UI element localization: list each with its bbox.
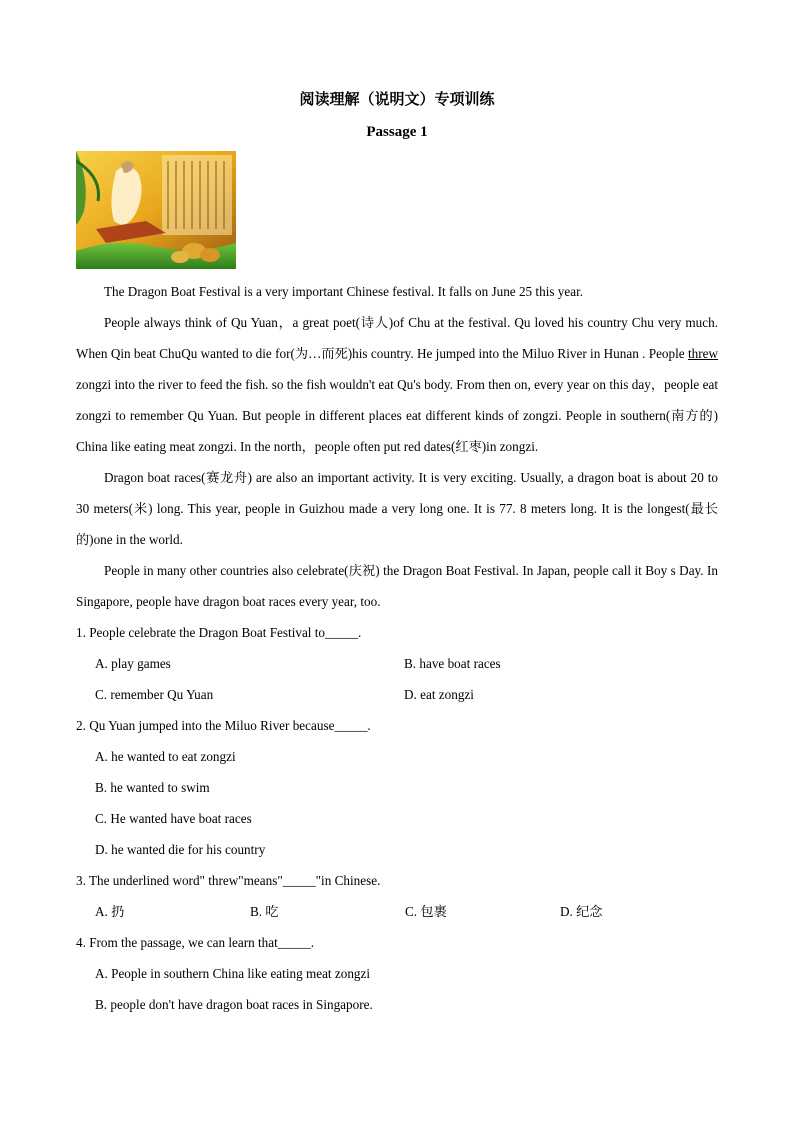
paragraph-2 xyxy=(76,307,718,462)
dragon-boat-festival-image xyxy=(76,151,236,269)
paragraph-1: The Dragon Boat Festival is a very important Chinese festival. It falls on June 25 this year. xyxy=(104,284,584,299)
question-3-option-a: A. 扔 xyxy=(95,904,125,919)
question-2-option-c: C. He wanted have boat races xyxy=(95,811,252,826)
page-title: 阅读理解（说明文）专项训练 xyxy=(299,90,495,108)
paragraph-3: Dragon boat races(赛龙舟) are also an important activity. It is very exciting. Usually, a dragon boat is about 20 to 30 meters(米) long. This year, people in Guizhou made a very long one. It is 77. 8 meters long. It is the longest(最长的)one in the world. xyxy=(76,470,718,547)
passage-title: Passage 1 xyxy=(366,124,428,140)
paragraph-4: People in many other countries also celebrate(庆祝) the Dragon Boat Festival. In Japan, people call it Boy s Day. In Singapore, people have dragon boat races every year, too. xyxy=(76,563,718,609)
passage-body xyxy=(76,276,718,1020)
question-4-option-b: B. people don't have dragon boat races in Singapore. xyxy=(95,997,373,1012)
question-3-option-c: C. 包裹 xyxy=(405,904,447,919)
question-1-options-row-2 xyxy=(76,679,718,710)
question-1-option-a: A. play games xyxy=(95,656,171,671)
paragraph-2-part-b: zongzi into the river to feed the fish. so the fish wouldn't eat Qu's body. From then on, every year on this day，people eat zongzi to remember Qu Yuan. But people in different places eat different kinds of zongzi. People in southern(南方的) China like eating meat zongzi. In the north，people often put red dates(红枣)in zongzi. xyxy=(76,377,718,454)
underlined-word: threw xyxy=(687,346,718,361)
paragraph-2-part-a: People always think of Qu Yuan，a great poet(诗人)of Chu at the festival. Qu loved his country Chu very much. When Qin beat ChuQu wanted to die for(为…而死)his country. He jumped into the Miluo River in Hunan . People xyxy=(76,315,718,361)
question-4-option-a: A. People in southern China like eating meat zongzi xyxy=(95,966,371,981)
question-1-stem: 1. People celebrate the Dragon Boat Festival to_____. xyxy=(76,625,362,640)
question-2-stem: 2. Qu Yuan jumped into the Miluo River because_____. xyxy=(76,718,371,733)
question-2-option-b: B. he wanted to swim xyxy=(95,780,210,795)
question-2-option-a: A. he wanted to eat zongzi xyxy=(95,749,236,764)
question-4-stem: 4. From the passage, we can learn that_____. xyxy=(76,935,315,950)
question-3-options xyxy=(76,896,718,927)
question-3-option-b: B. 吃 xyxy=(250,904,279,919)
question-1-option-b: B. have boat races xyxy=(404,656,501,671)
question-1-options-row-1 xyxy=(76,648,718,679)
question-2-option-d: D. he wanted die for his country xyxy=(95,842,266,857)
question-3-stem: 3. The underlined word" threw"means"_____"in Chinese. xyxy=(76,873,381,888)
question-1-option-c: C. remember Qu Yuan xyxy=(95,687,214,702)
question-1-option-d: D. eat zongzi xyxy=(404,687,474,702)
question-3-option-d: D. 纪念 xyxy=(560,904,603,919)
